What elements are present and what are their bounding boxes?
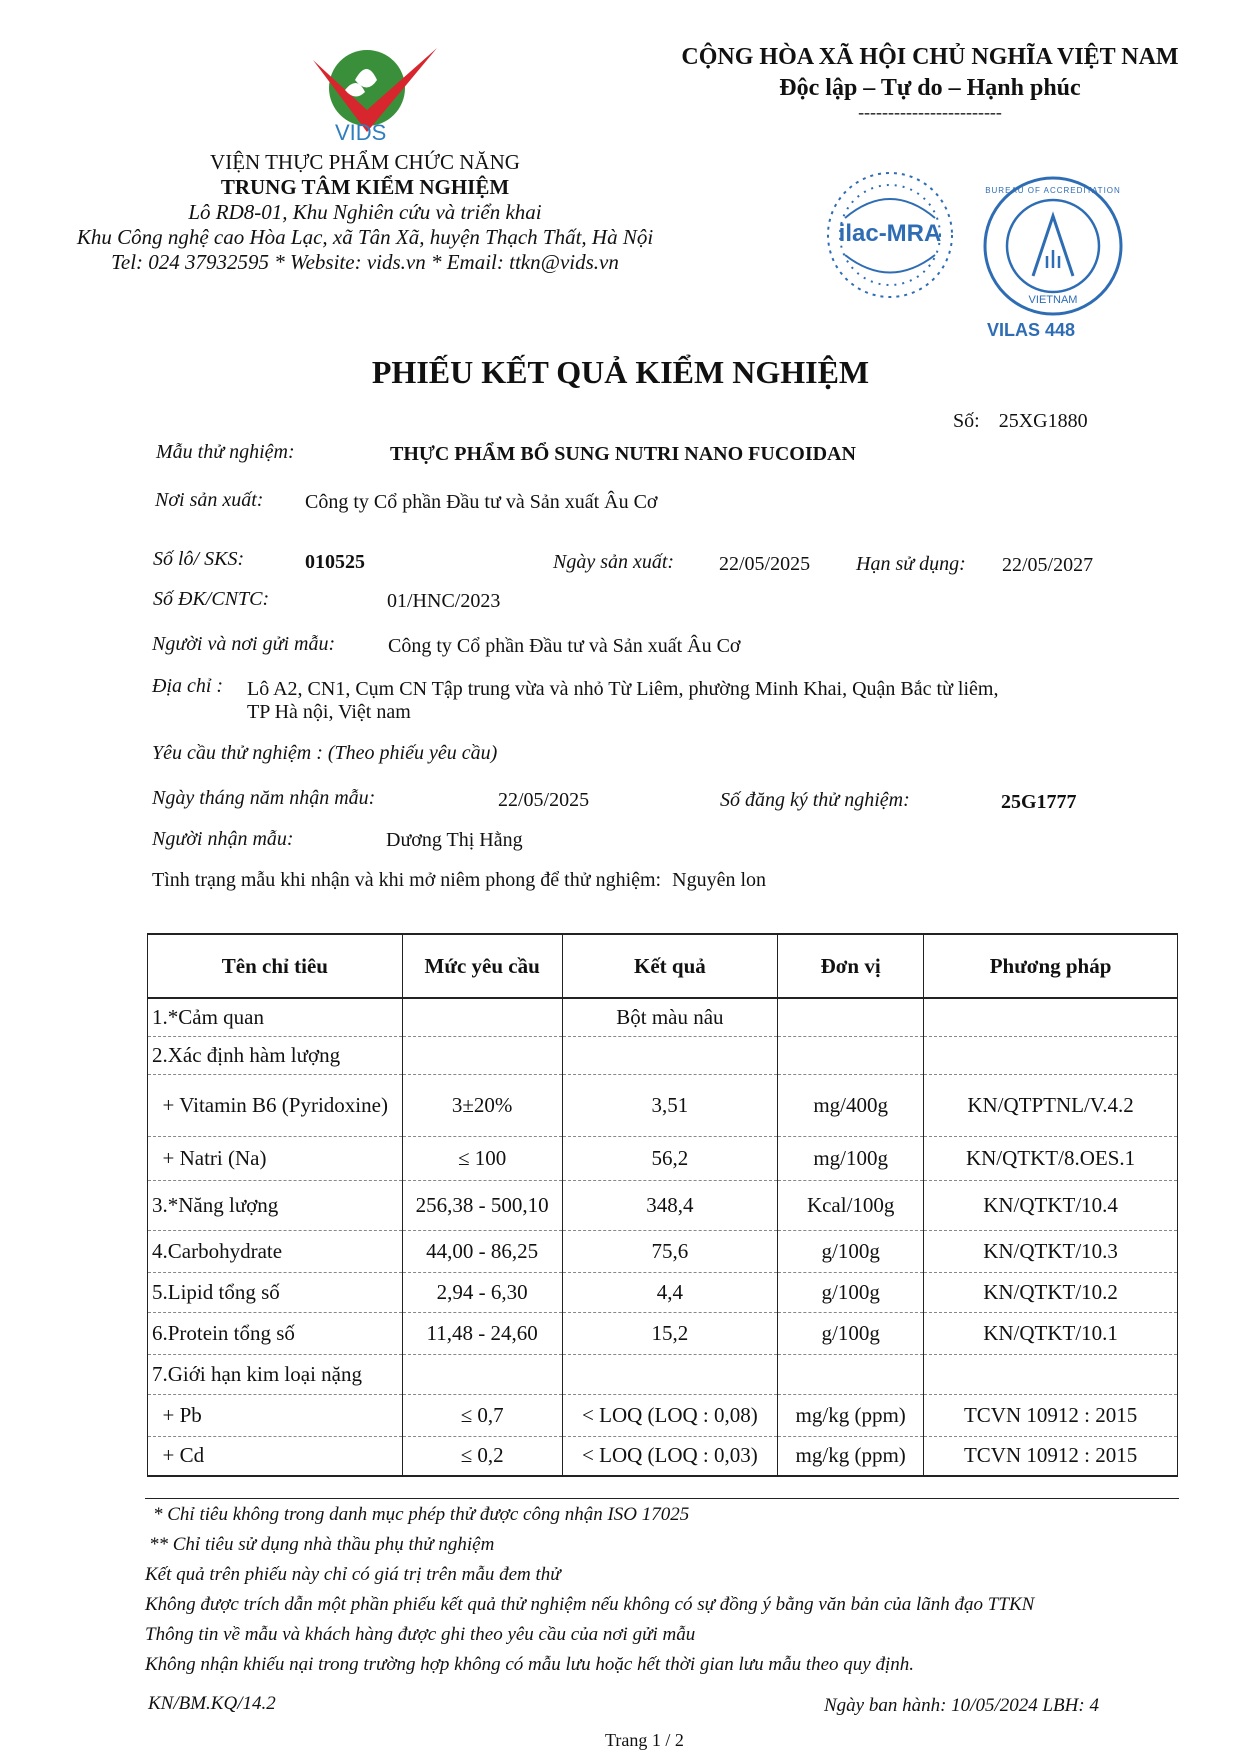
cell-result: 56,2 xyxy=(562,1136,778,1180)
form-code: KN/BM.KQ/14.2 xyxy=(148,1693,276,1714)
cell-unit: g/100g xyxy=(778,1272,924,1312)
sample-label: Mẫu thử nghiệm: xyxy=(156,441,295,463)
cell-requirement: 11,48 - 24,60 xyxy=(402,1312,562,1354)
address-label: Địa chỉ : xyxy=(152,675,224,697)
test-request: Yêu cầu thử nghiệm : (Theo phiếu yêu cầu) xyxy=(152,742,498,764)
cell-result: 4,4 xyxy=(562,1272,778,1312)
table-row xyxy=(148,1180,1178,1230)
cell-method: KN/QTKT/8.OES.1 xyxy=(924,1136,1178,1180)
ilac-mra-seal xyxy=(815,160,965,310)
national-motto: Độc lập – Tự do – Hạnh phúc xyxy=(779,75,1081,101)
table-row xyxy=(148,1036,1178,1074)
sample-condition-label: Tình trạng mẫu khi nhận và khi mở niêm phong để thử nghiệm: xyxy=(152,869,662,891)
table-row xyxy=(148,998,1178,1036)
cell-criteria: 5.Lipid tổng số xyxy=(148,1272,403,1312)
sample-condition-value: Nguyên lon xyxy=(672,869,767,891)
ilac-text: ilac-MRA xyxy=(838,220,942,247)
sample-condition xyxy=(152,869,766,892)
receiver-label: Người nhận mẫu: xyxy=(152,828,294,850)
cell-unit: mg/kg (ppm) xyxy=(778,1394,924,1436)
cell-result xyxy=(562,1354,778,1394)
receive-date-value: 22/05/2025 xyxy=(498,789,590,811)
cell-method: KN/QTKT/10.3 xyxy=(924,1230,1178,1272)
expiry-value: 22/05/2027 xyxy=(1002,554,1094,576)
cell-method xyxy=(924,1036,1178,1074)
org-institute: VIỆN THỰC PHẨM CHỨC NĂNG xyxy=(210,150,520,174)
cell-criteria: + Natri (Na) xyxy=(148,1136,403,1180)
expiry-label: Hạn sử dụng: xyxy=(856,553,966,575)
table-header-row xyxy=(148,934,1178,998)
cell-criteria: 1.*Cảm quan xyxy=(148,998,403,1036)
notes-block xyxy=(145,1500,1034,1680)
cell-method xyxy=(924,1354,1178,1394)
registration-value: 01/HNC/2023 xyxy=(387,590,501,612)
org-block xyxy=(70,150,660,275)
cell-method: KN/QTPTNL/V.4.2 xyxy=(924,1074,1178,1136)
notes-divider xyxy=(145,1498,1179,1499)
vids-logo xyxy=(305,40,445,150)
table-row xyxy=(148,1436,1178,1476)
cell-requirement: 3±20% xyxy=(402,1074,562,1136)
cell-unit xyxy=(778,1036,924,1074)
note-item: Không nhận khiếu nại trong trường hợp không có mẫu lưu hoặc hết thời gian lưu mẫu theo quy định. xyxy=(145,1654,915,1675)
cell-result: 3,51 xyxy=(562,1074,778,1136)
org-address2: Khu Công nghệ cao Hòa Lạc, xã Tân Xã, huyện Thạch Thất, Hà Nội xyxy=(76,225,654,249)
document-number-value: 25XG1880 xyxy=(998,410,1088,432)
address-value-line2: TP Hà nội, Việt nam xyxy=(247,701,411,723)
org-center: TRUNG TÂM KIỂM NGHIỆM xyxy=(220,175,510,199)
col-header-criteria: Tên chỉ tiêu xyxy=(148,934,403,998)
cell-unit xyxy=(778,998,924,1036)
cell-requirement: ≤ 100 xyxy=(402,1136,562,1180)
cell-requirement: 44,00 - 86,25 xyxy=(402,1230,562,1272)
maker-label: Nơi sản xuất: xyxy=(155,489,264,511)
cell-requirement: 2,94 - 6,30 xyxy=(402,1272,562,1312)
cell-result: Bột màu nâu xyxy=(562,998,778,1036)
cell-criteria: + Pb xyxy=(148,1394,403,1436)
registration-label: Số ĐK/CNTC: xyxy=(153,588,270,610)
cell-unit: g/100g xyxy=(778,1312,924,1354)
results-table xyxy=(147,933,1178,1477)
cell-requirement: 256,38 - 500,10 xyxy=(402,1180,562,1230)
address-value-line1: Lô A2, CN1, Cụm CN Tập trung vừa và nhỏ Từ Liêm, phường Minh Khai, Quận Bắc từ liêm, xyxy=(247,678,999,700)
cell-requirement xyxy=(402,998,562,1036)
test-registration-value: 25G1777 xyxy=(1001,791,1077,813)
col-header-requirement: Mức yêu cầu xyxy=(402,934,562,998)
mfg-date-value: 22/05/2025 xyxy=(719,553,811,575)
cell-result: < LOQ (LOQ : 0,08) xyxy=(562,1394,778,1436)
receiver-value: Dương Thị Hằng xyxy=(386,829,523,851)
table-row xyxy=(148,1074,1178,1136)
lot-value: 010525 xyxy=(305,551,365,573)
cell-requirement xyxy=(402,1036,562,1074)
cell-method: KN/QTKT/10.1 xyxy=(924,1312,1178,1354)
table-row xyxy=(148,1272,1178,1312)
cell-method: KN/QTKT/10.4 xyxy=(924,1180,1178,1230)
cell-criteria: 2.Xác định hàm lượng xyxy=(148,1036,403,1074)
vids-logo-text: VIDS xyxy=(335,120,387,145)
cell-unit xyxy=(778,1354,924,1394)
table-row xyxy=(148,1312,1178,1354)
cell-result: 348,4 xyxy=(562,1180,778,1230)
test-registration-label: Số đăng ký thử nghiệm: xyxy=(720,789,910,811)
boa-country-text: VIETNAM xyxy=(1028,294,1078,306)
cell-result: 75,6 xyxy=(562,1230,778,1272)
cell-method xyxy=(924,998,1178,1036)
document-title: PHIẾU KẾT QUẢ KIỂM NGHIỆM xyxy=(371,354,870,390)
cell-result: < LOQ (LOQ : 0,03) xyxy=(562,1436,778,1476)
issue-info: Ngày ban hành: 10/05/2024 LBH: 4 xyxy=(824,1695,1099,1716)
table-row xyxy=(148,1354,1178,1394)
cell-criteria: + Cd xyxy=(148,1436,403,1476)
national-header xyxy=(660,42,1200,120)
cell-unit: mg/kg (ppm) xyxy=(778,1436,924,1476)
cell-criteria: 4.Carbohydrate xyxy=(148,1230,403,1272)
mfg-date-label: Ngày sản xuất: xyxy=(553,551,675,573)
note-item: Thông tin về mẫu và khách hàng được ghi theo yêu cầu của nơi gửi mẫu xyxy=(145,1624,696,1645)
org-contact: Tel: 024 37932595 * Website: vids.vn * Email: ttkn@vids.vn xyxy=(111,250,619,274)
note-item: Kết quả trên phiếu này chỉ có giá trị trên mẫu đem thử xyxy=(145,1564,561,1585)
header-divider: ------------------------ xyxy=(858,102,1002,122)
cell-method: TCVN 10912 : 2015 xyxy=(924,1394,1178,1436)
national-name: CỘNG HÒA XÃ HỘI CHỦ NGHĨA VIỆT NAM xyxy=(681,44,1179,70)
maker-value: Công ty Cổ phần Đầu tư và Sản xuất Âu Cơ xyxy=(305,491,658,513)
sender-label: Người và nơi gửi mẫu: xyxy=(152,633,336,655)
col-header-unit: Đơn vị xyxy=(778,934,924,998)
page-number: Trang 1 / 2 xyxy=(605,1730,684,1750)
cell-unit: g/100g xyxy=(778,1230,924,1272)
cell-method: KN/QTKT/10.2 xyxy=(924,1272,1178,1312)
cell-unit: Kcal/100g xyxy=(778,1180,924,1230)
col-header-result: Kết quả xyxy=(562,934,778,998)
cell-unit: mg/100g xyxy=(778,1136,924,1180)
document-number xyxy=(953,410,1088,433)
sample-value: THỰC PHẨM BỔ SUNG NUTRI NANO FUCOIDAN xyxy=(390,443,856,465)
cell-requirement xyxy=(402,1354,562,1394)
cell-result: 15,2 xyxy=(562,1312,778,1354)
cell-requirement: ≤ 0,2 xyxy=(402,1436,562,1476)
boa-ring-text: BUREAU OF ACCREDITATION xyxy=(985,186,1121,195)
org-address1: Lô RD8-01, Khu Nghiên cứu và triển khai xyxy=(188,200,542,224)
col-header-method: Phương pháp xyxy=(924,934,1178,998)
vilas-number: VILAS 448 xyxy=(987,320,1076,340)
boa-seal xyxy=(975,168,1135,343)
note-item: ** Chỉ tiêu sử dụng nhà thầu phụ thử nghiệm xyxy=(149,1534,495,1555)
cell-method: TCVN 10912 : 2015 xyxy=(924,1436,1178,1476)
document-number-label: Số: xyxy=(953,410,980,432)
note-item: Không được trích dẫn một phần phiếu kết quả thử nghiệm nếu không có sự đồng ý bằng văn bản của lãnh đạo TTKN xyxy=(145,1594,1035,1615)
lot-label: Số lô/ SKS: xyxy=(153,548,245,570)
cell-result xyxy=(562,1036,778,1074)
cell-unit: mg/400g xyxy=(778,1074,924,1136)
receive-date-label: Ngày tháng năm nhận mẫu: xyxy=(152,787,376,809)
note-item: * Chỉ tiêu không trong danh mục phép thử được công nhận ISO 17025 xyxy=(153,1504,690,1525)
sender-value: Công ty Cổ phần Đầu tư và Sản xuất Âu Cơ xyxy=(388,635,741,657)
table-row xyxy=(148,1136,1178,1180)
cell-criteria: 6.Protein tổng số xyxy=(148,1312,403,1354)
cell-criteria: 7.Giới hạn kim loại nặng xyxy=(148,1354,403,1394)
cell-requirement: ≤ 0,7 xyxy=(402,1394,562,1436)
table-row xyxy=(148,1230,1178,1272)
cell-criteria: 3.*Năng lượng xyxy=(148,1180,403,1230)
cell-criteria: + Vitamin B6 (Pyridoxine) xyxy=(148,1074,403,1136)
table-row xyxy=(148,1394,1178,1436)
